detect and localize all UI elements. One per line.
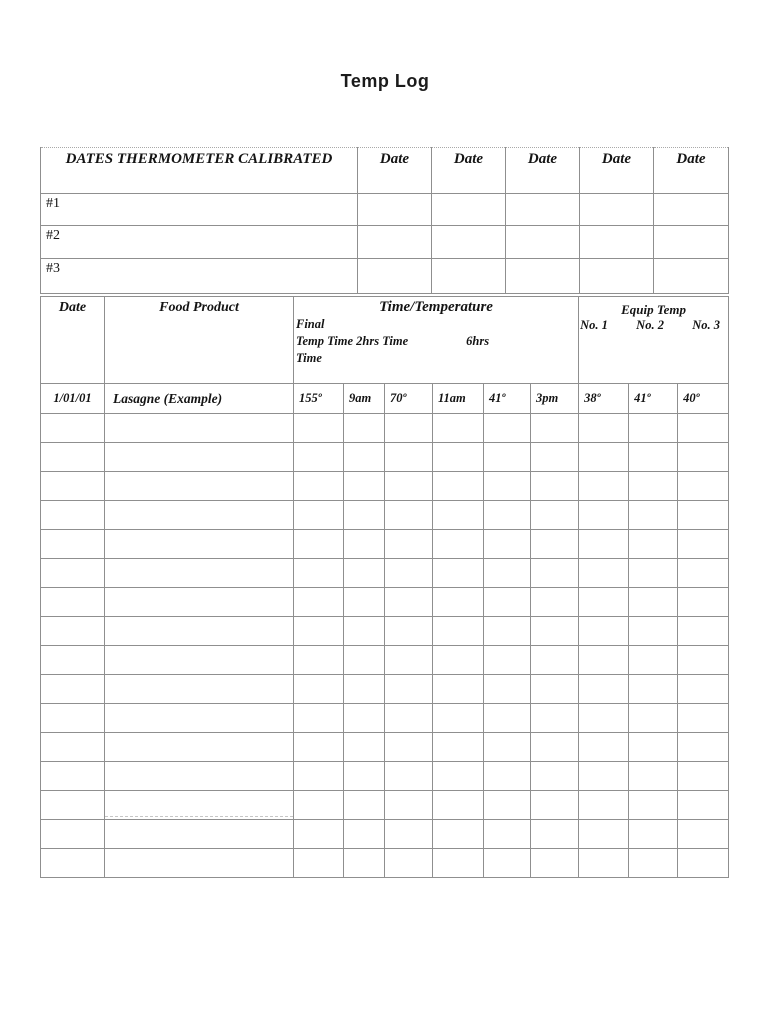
log-empty-row — [41, 443, 729, 472]
log-input-cell[interactable] — [294, 530, 344, 559]
log-input-cell[interactable] — [385, 704, 433, 733]
log-input-cell[interactable] — [678, 443, 729, 472]
log-input-cell[interactable] — [629, 617, 678, 646]
log-input-cell[interactable] — [41, 617, 105, 646]
log-input-cell[interactable] — [678, 762, 729, 791]
log-input-cell[interactable] — [579, 704, 629, 733]
log-empty-row — [41, 733, 729, 762]
log-input-cell[interactable] — [344, 414, 385, 443]
equip-no2-label: No. 2 — [636, 318, 664, 332]
log-input-cell[interactable] — [579, 588, 629, 617]
example-2hrs-temp-cell[interactable]: 70º — [385, 384, 433, 414]
log-input-cell[interactable] — [629, 414, 678, 443]
log-input-cell[interactable] — [433, 617, 484, 646]
log-input-cell[interactable] — [41, 849, 105, 878]
log-input-cell[interactable] — [433, 588, 484, 617]
log-input-cell[interactable] — [579, 501, 629, 530]
log-input-cell[interactable] — [344, 820, 385, 849]
log-input-cell[interactable] — [629, 675, 678, 704]
log-food-product-header: Food Product — [105, 297, 294, 384]
log-input-cell[interactable] — [629, 472, 678, 501]
log-input-cell[interactable] — [41, 559, 105, 588]
calibration-date-header: Date — [432, 148, 506, 194]
log-input-cell[interactable] — [433, 675, 484, 704]
log-input-cell[interactable] — [579, 617, 629, 646]
equip-no3-label: No. 3 — [692, 318, 721, 332]
log-input-cell[interactable] — [678, 733, 729, 762]
log-input-cell[interactable] — [41, 414, 105, 443]
log-input-cell[interactable] — [678, 704, 729, 733]
log-input-cell[interactable] — [484, 646, 531, 675]
calibration-input-cell[interactable] — [654, 226, 729, 259]
log-input-cell[interactable] — [678, 588, 729, 617]
log-empty-row — [41, 762, 729, 791]
log-input-cell[interactable] — [385, 849, 433, 878]
subheader-6hrs: 6hrs — [466, 334, 490, 348]
log-input-cell[interactable] — [629, 443, 678, 472]
log-input-cell[interactable] — [294, 588, 344, 617]
log-input-cell[interactable] — [484, 530, 531, 559]
log-input-cell[interactable] — [579, 791, 629, 820]
log-input-cell[interactable] — [105, 472, 294, 501]
log-input-cell[interactable] — [41, 762, 105, 791]
log-input-cell[interactable] — [294, 820, 344, 849]
log-input-cell[interactable] — [105, 559, 294, 588]
calibration-row-label: #3 — [41, 259, 358, 294]
calibration-row-2 — [41, 226, 729, 259]
example-temp-cell[interactable]: 41º — [484, 384, 531, 414]
log-input-cell[interactable] — [294, 472, 344, 501]
log-input-cell[interactable] — [579, 820, 629, 849]
log-input-cell[interactable] — [344, 588, 385, 617]
log-input-cell[interactable] — [385, 675, 433, 704]
log-input-cell[interactable] — [678, 646, 729, 675]
log-input-cell[interactable] — [294, 414, 344, 443]
log-input-cell[interactable] — [105, 849, 294, 878]
log-input-cell[interactable] — [294, 791, 344, 820]
calibration-input-cell[interactable] — [654, 259, 729, 294]
log-input-cell[interactable] — [531, 501, 579, 530]
log-input-cell[interactable] — [294, 762, 344, 791]
log-input-cell[interactable] — [433, 501, 484, 530]
calibration-title-cell: DATES THERMOMETER CALIBRATED — [41, 148, 358, 194]
log-input-cell[interactable] — [484, 414, 531, 443]
log-input-cell[interactable] — [531, 791, 579, 820]
log-input-cell[interactable] — [344, 530, 385, 559]
log-input-cell[interactable] — [294, 849, 344, 878]
log-input-cell[interactable] — [531, 675, 579, 704]
log-empty-row — [41, 588, 729, 617]
log-input-cell[interactable] — [433, 646, 484, 675]
log-input-cell[interactable] — [105, 530, 294, 559]
log-input-cell[interactable] — [531, 443, 579, 472]
log-input-cell[interactable] — [629, 501, 678, 530]
log-header-row — [41, 297, 729, 384]
log-input-cell[interactable] — [433, 849, 484, 878]
calibration-row-3 — [41, 259, 729, 294]
log-input-cell[interactable] — [484, 762, 531, 791]
log-input-cell[interactable] — [678, 414, 729, 443]
log-input-cell[interactable] — [385, 588, 433, 617]
log-input-cell[interactable] — [433, 443, 484, 472]
log-input-cell[interactable] — [344, 791, 385, 820]
log-input-cell[interactable] — [579, 530, 629, 559]
example-time-cell[interactable]: 3pm — [531, 384, 579, 414]
log-input-cell[interactable] — [344, 559, 385, 588]
time-temperature-title: Time/Temperature — [379, 299, 493, 315]
log-input-cell[interactable] — [484, 559, 531, 588]
log-input-cell[interactable] — [294, 617, 344, 646]
log-input-cell[interactable] — [484, 791, 531, 820]
example-final-temp-cell[interactable]: 155º — [294, 384, 344, 414]
log-input-cell[interactable] — [678, 559, 729, 588]
log-input-cell[interactable] — [344, 646, 385, 675]
log-input-cell[interactable] — [531, 646, 579, 675]
log-input-cell[interactable] — [105, 414, 294, 443]
log-input-cell[interactable] — [531, 414, 579, 443]
log-input-cell[interactable] — [344, 501, 385, 530]
log-input-cell[interactable] — [484, 820, 531, 849]
log-input-cell[interactable] — [629, 791, 678, 820]
log-empty-row — [41, 472, 729, 501]
example-date-cell[interactable]: 1/01/01 — [41, 384, 105, 414]
log-input-cell[interactable] — [531, 530, 579, 559]
calibration-input-cell[interactable] — [506, 226, 580, 259]
page-title: Temp Log — [340, 71, 430, 91]
log-input-cell[interactable] — [484, 704, 531, 733]
log-input-cell[interactable] — [105, 675, 294, 704]
log-input-cell[interactable] — [531, 733, 579, 762]
calibration-row-1 — [41, 194, 729, 226]
log-empty-row — [41, 559, 729, 588]
log-input-cell[interactable] — [678, 675, 729, 704]
log-input-cell[interactable] — [579, 443, 629, 472]
log-input-cell[interactable] — [678, 791, 729, 820]
log-input-cell[interactable] — [629, 762, 678, 791]
log-input-cell[interactable] — [105, 617, 294, 646]
log-input-cell[interactable] — [41, 501, 105, 530]
calibration-date-header: Date — [506, 148, 580, 194]
calibration-input-cell[interactable] — [580, 194, 654, 226]
subheader-line-3: Time — [296, 351, 322, 365]
log-input-cell[interactable] — [385, 530, 433, 559]
log-input-cell[interactable] — [433, 791, 484, 820]
log-input-cell[interactable] — [344, 675, 385, 704]
log-input-cell[interactable] — [629, 588, 678, 617]
log-empty-row — [41, 849, 729, 878]
log-input-cell[interactable] — [678, 849, 729, 878]
log-input-cell[interactable] — [105, 791, 294, 820]
log-input-cell[interactable] — [105, 443, 294, 472]
calibration-input-cell[interactable] — [358, 226, 432, 259]
log-input-cell[interactable] — [294, 675, 344, 704]
log-input-cell[interactable] — [629, 849, 678, 878]
log-input-cell[interactable] — [678, 617, 729, 646]
equip-no1-label: No. 1 — [580, 318, 608, 332]
log-input-cell[interactable] — [433, 704, 484, 733]
log-input-cell[interactable] — [579, 559, 629, 588]
log-input-cell[interactable] — [41, 820, 105, 849]
log-empty-row — [41, 646, 729, 675]
calibration-input-cell[interactable] — [506, 194, 580, 226]
log-input-cell[interactable] — [41, 443, 105, 472]
log-empty-row — [41, 704, 729, 733]
log-input-cell[interactable] — [41, 646, 105, 675]
calibration-row-label: #2 — [41, 226, 358, 259]
equip-temp-columns — [579, 317, 728, 333]
calibration-date-header: Date — [580, 148, 654, 194]
calibration-input-cell[interactable] — [654, 194, 729, 226]
log-input-cell[interactable] — [531, 617, 579, 646]
log-input-cell[interactable] — [344, 762, 385, 791]
log-input-cell[interactable] — [484, 443, 531, 472]
subheader-line-2 — [296, 333, 578, 350]
log-input-cell[interactable] — [678, 472, 729, 501]
log-input-cell[interactable] — [531, 849, 579, 878]
log-input-cell[interactable] — [385, 733, 433, 762]
log-input-cell[interactable] — [531, 559, 579, 588]
log-input-cell[interactable] — [531, 472, 579, 501]
log-input-cell[interactable] — [344, 617, 385, 646]
log-input-cell[interactable] — [294, 501, 344, 530]
example-food-product-cell[interactable]: Lasagne (Example) — [105, 384, 294, 414]
log-input-cell[interactable] — [433, 762, 484, 791]
calibration-input-cell[interactable] — [358, 194, 432, 226]
log-input-cell[interactable] — [385, 617, 433, 646]
log-date-header: Date — [41, 297, 105, 384]
log-input-cell[interactable] — [629, 530, 678, 559]
equip-temp-header — [579, 297, 729, 384]
log-input-cell[interactable] — [385, 762, 433, 791]
log-input-cell[interactable] — [433, 820, 484, 849]
log-input-cell[interactable] — [579, 675, 629, 704]
log-input-cell[interactable] — [294, 646, 344, 675]
log-input-cell[interactable] — [484, 501, 531, 530]
calibration-table — [40, 147, 729, 294]
log-input-cell[interactable] — [531, 762, 579, 791]
log-input-cell[interactable] — [484, 588, 531, 617]
log-input-cell[interactable] — [344, 472, 385, 501]
log-input-cell[interactable] — [531, 704, 579, 733]
log-input-cell[interactable] — [385, 501, 433, 530]
calibration-input-cell[interactable] — [432, 194, 506, 226]
calibration-input-cell[interactable] — [432, 259, 506, 294]
log-input-cell[interactable] — [433, 472, 484, 501]
log-input-cell[interactable] — [105, 704, 294, 733]
log-input-cell[interactable] — [484, 849, 531, 878]
calibration-input-cell[interactable] — [506, 259, 580, 294]
log-input-cell[interactable] — [433, 414, 484, 443]
log-empty-row — [41, 530, 729, 559]
log-input-cell[interactable] — [41, 675, 105, 704]
time-temperature-subheaders — [294, 316, 578, 367]
log-input-cell[interactable] — [579, 414, 629, 443]
log-input-cell[interactable] — [385, 559, 433, 588]
log-input-cell[interactable] — [41, 530, 105, 559]
log-input-cell[interactable] — [294, 443, 344, 472]
log-input-cell[interactable] — [484, 617, 531, 646]
log-empty-row — [41, 820, 729, 849]
log-input-cell[interactable] — [344, 443, 385, 472]
log-input-cell[interactable] — [41, 791, 105, 820]
log-input-cell[interactable] — [484, 733, 531, 762]
log-input-cell[interactable] — [579, 646, 629, 675]
log-input-cell[interactable] — [433, 559, 484, 588]
calibration-date-header: Date — [358, 148, 432, 194]
log-input-cell[interactable] — [294, 559, 344, 588]
log-input-cell[interactable] — [41, 704, 105, 733]
log-input-cell[interactable] — [294, 704, 344, 733]
time-temperature-header — [294, 297, 579, 384]
log-input-cell[interactable] — [41, 733, 105, 762]
calibration-input-cell[interactable] — [580, 259, 654, 294]
log-input-cell[interactable] — [385, 646, 433, 675]
calibration-input-cell[interactable] — [358, 259, 432, 294]
log-input-cell[interactable] — [344, 733, 385, 762]
example-equip2-temp-cell[interactable]: 41º — [629, 384, 678, 414]
log-input-cell[interactable] — [344, 704, 385, 733]
log-input-cell[interactable] — [105, 820, 294, 849]
log-empty-row — [41, 617, 729, 646]
log-input-cell[interactable] — [484, 675, 531, 704]
log-input-cell[interactable] — [678, 530, 729, 559]
log-input-cell[interactable] — [385, 443, 433, 472]
log-input-cell[interactable] — [433, 733, 484, 762]
log-input-cell[interactable] — [579, 733, 629, 762]
calibration-header-row — [41, 148, 729, 194]
log-empty-row — [41, 675, 729, 704]
log-input-cell[interactable] — [105, 588, 294, 617]
log-input-cell[interactable] — [629, 820, 678, 849]
log-input-cell[interactable] — [579, 849, 629, 878]
log-empty-row — [41, 414, 729, 443]
log-empty-row — [41, 791, 729, 820]
calibration-input-cell[interactable] — [432, 226, 506, 259]
log-input-cell[interactable] — [105, 501, 294, 530]
log-input-cell[interactable] — [385, 820, 433, 849]
example-equip3-temp-cell[interactable]: 40º — [678, 384, 729, 414]
log-input-cell[interactable] — [678, 820, 729, 849]
log-input-cell[interactable] — [105, 646, 294, 675]
log-input-cell[interactable] — [294, 733, 344, 762]
log-input-cell[interactable] — [344, 849, 385, 878]
log-example-row — [41, 384, 729, 414]
log-input-cell[interactable] — [629, 704, 678, 733]
log-input-cell[interactable] — [105, 733, 294, 762]
subheader-2hrs: Temp Time 2hrs Time — [296, 334, 409, 348]
equip-temp-title: Equip Temp — [621, 302, 687, 317]
log-input-cell[interactable] — [579, 472, 629, 501]
log-input-cell[interactable] — [484, 472, 531, 501]
log-input-cell[interactable] — [385, 472, 433, 501]
log-input-cell[interactable] — [629, 646, 678, 675]
log-empty-row — [41, 501, 729, 530]
log-input-cell[interactable] — [41, 472, 105, 501]
log-input-cell[interactable] — [433, 530, 484, 559]
log-input-cell[interactable] — [385, 791, 433, 820]
calibration-input-cell[interactable] — [580, 226, 654, 259]
subheader-line-1: Final — [296, 317, 325, 331]
calibration-row-label: #1 — [41, 194, 358, 226]
example-time-cell[interactable]: 9am — [344, 384, 385, 414]
log-input-cell[interactable] — [678, 501, 729, 530]
calibration-date-header: Date — [654, 148, 729, 194]
log-input-cell[interactable] — [579, 762, 629, 791]
log-input-cell[interactable] — [629, 733, 678, 762]
log-input-cell[interactable] — [531, 588, 579, 617]
log-input-cell[interactable] — [41, 588, 105, 617]
log-input-cell[interactable] — [531, 820, 579, 849]
log-input-cell[interactable] — [105, 762, 294, 791]
example-equip1-temp-cell[interactable]: 38º — [579, 384, 629, 414]
log-input-cell[interactable] — [385, 414, 433, 443]
example-time-cell[interactable]: 11am — [433, 384, 484, 414]
log-input-cell[interactable] — [629, 559, 678, 588]
scan-artifact-dashed-line — [105, 816, 293, 817]
temp-log-table — [40, 296, 729, 878]
